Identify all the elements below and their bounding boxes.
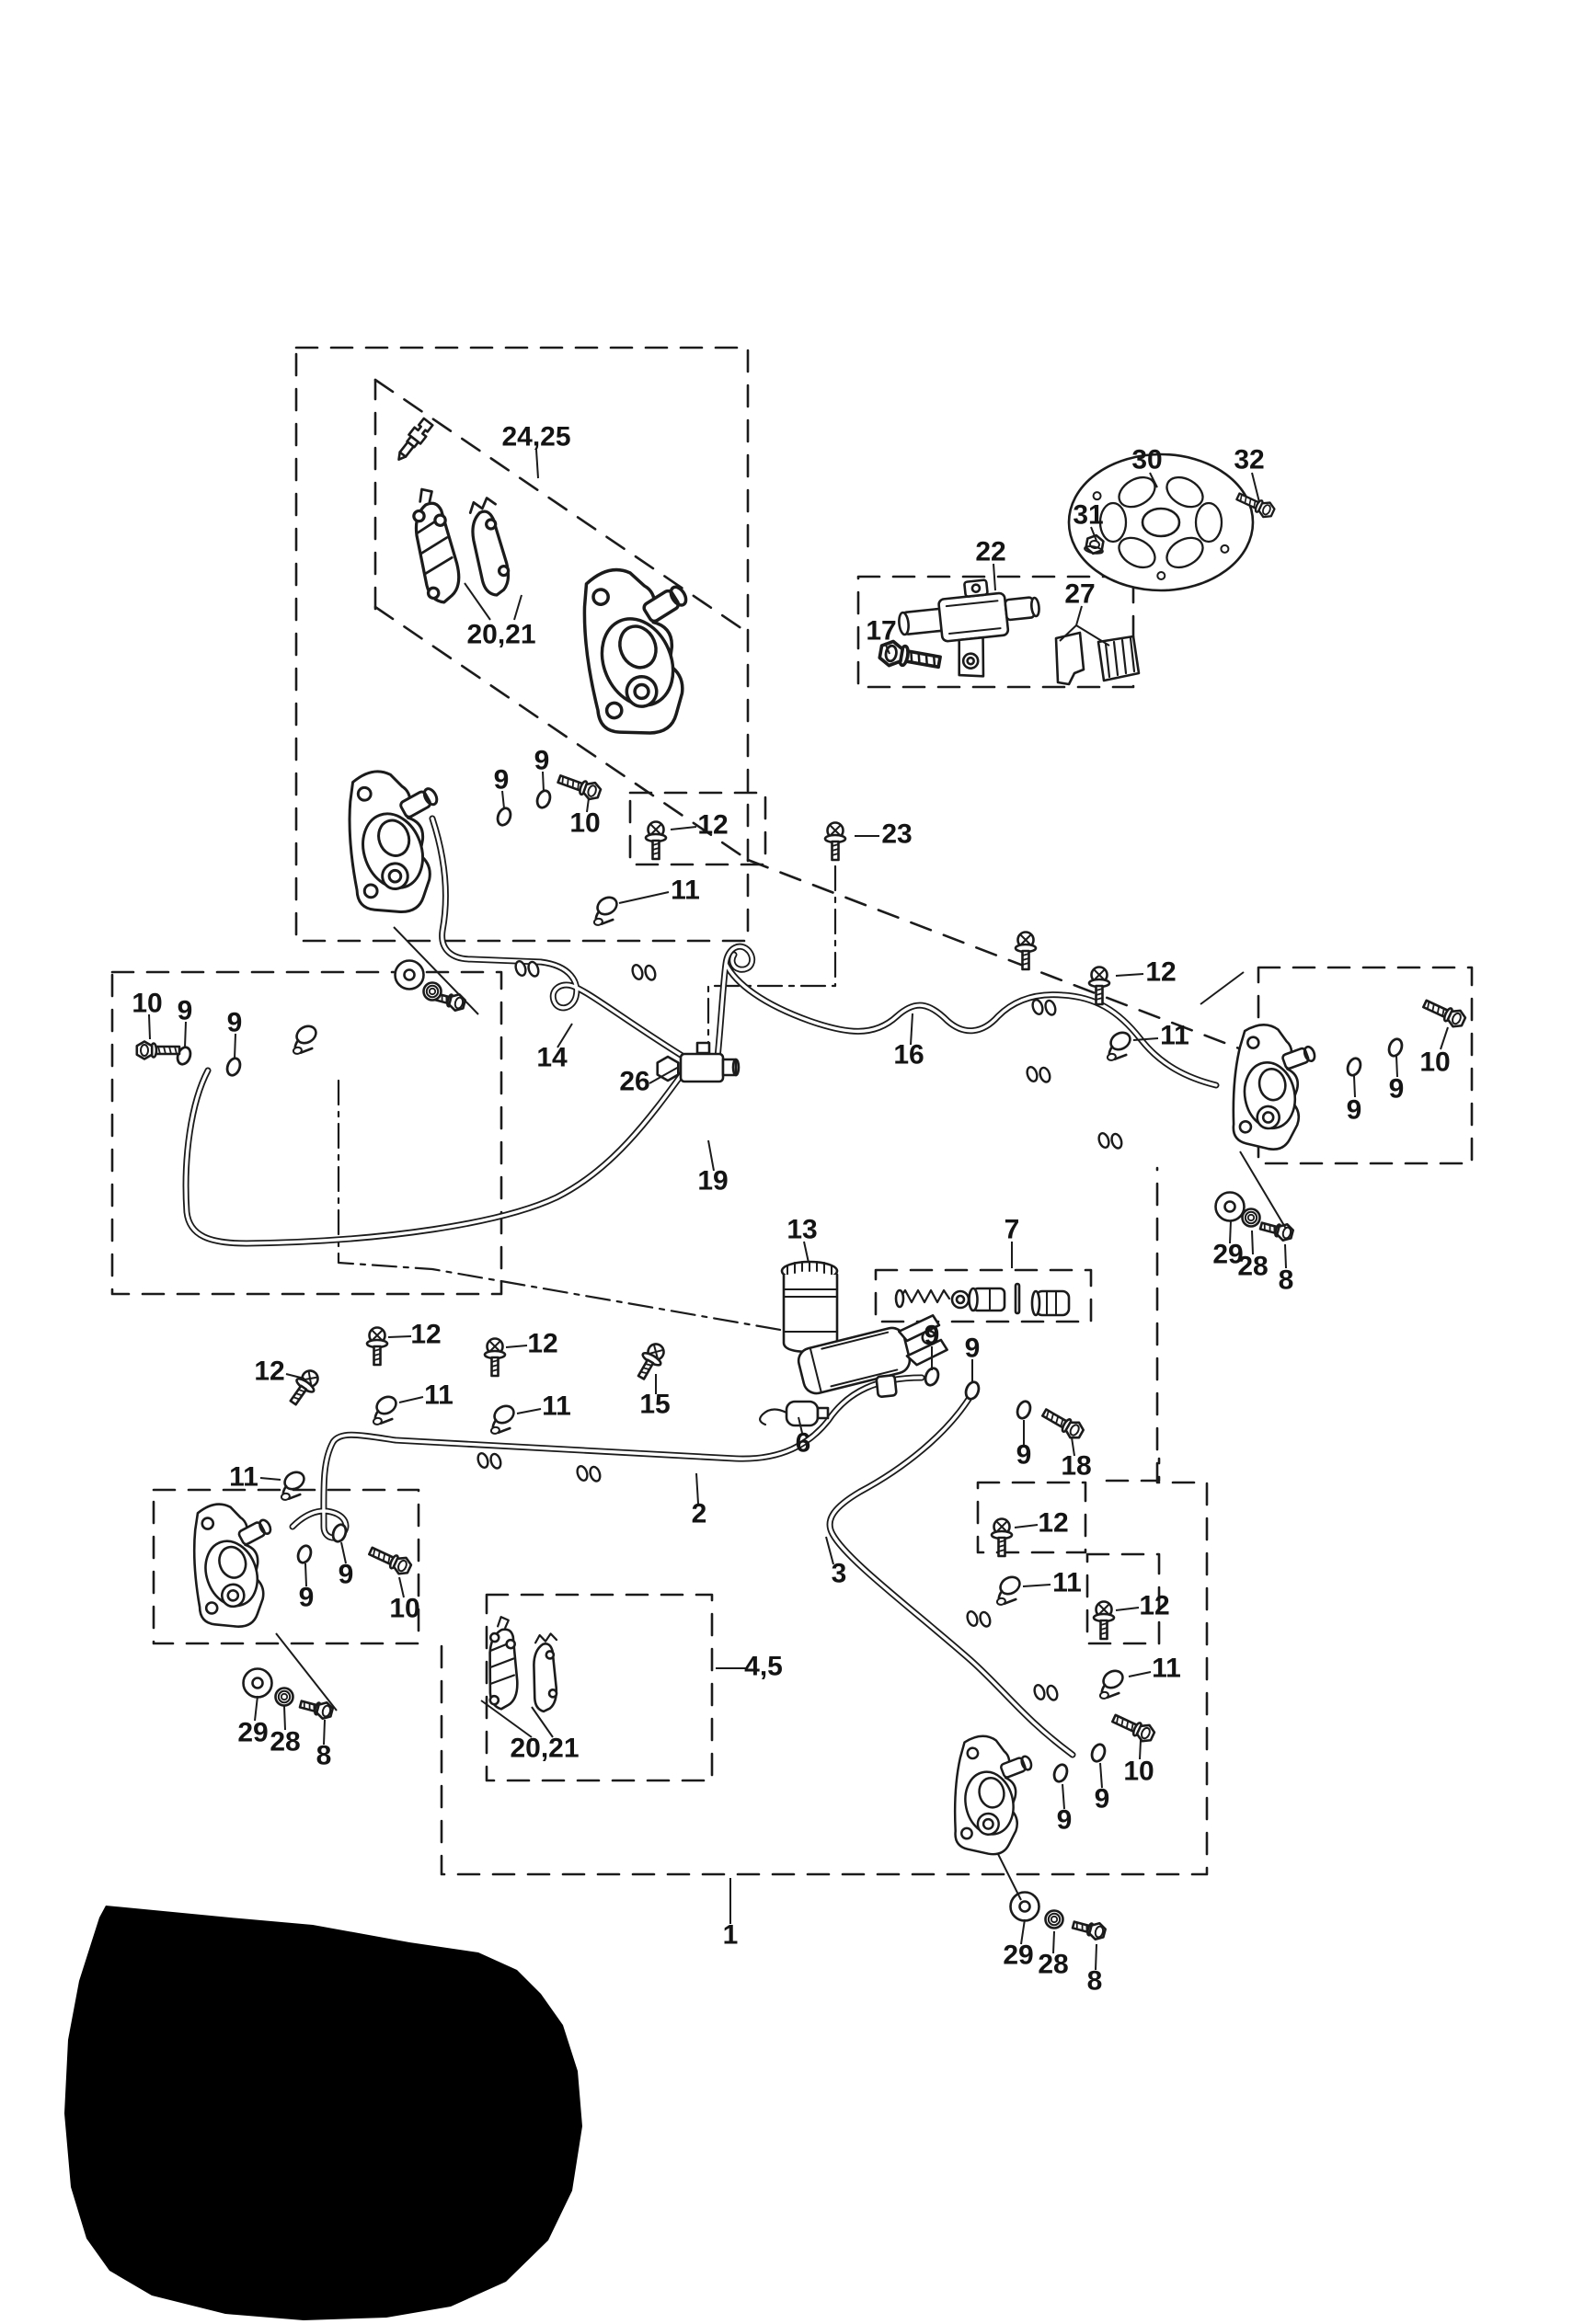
banjo-bolt-icon xyxy=(1421,996,1467,1030)
hose-grommet-icon xyxy=(966,1607,992,1631)
part-label: 29 xyxy=(1212,1239,1244,1270)
caliper-icon xyxy=(344,766,448,916)
part-label: 31 xyxy=(1073,499,1104,531)
flange-bolt-icon xyxy=(825,823,845,861)
part-label: 11 xyxy=(1052,1567,1082,1598)
flange-bolt-icon xyxy=(485,1339,505,1377)
flange-bolt-icon xyxy=(646,822,666,860)
lock-washer-icon xyxy=(1243,1209,1260,1227)
leader-line xyxy=(506,1345,527,1347)
hose-grommet-icon xyxy=(631,960,657,985)
part-label: 14 xyxy=(536,1042,568,1073)
part-label: 16 xyxy=(893,1039,924,1070)
dashed-box xyxy=(112,972,501,1294)
leader-line xyxy=(388,1336,411,1337)
part-label: 11 xyxy=(229,1461,258,1493)
banjo-bolt-icon xyxy=(1110,1711,1156,1745)
part-label: 9 xyxy=(1016,1439,1032,1471)
oring-icon xyxy=(331,1523,349,1543)
hose-grommet-icon xyxy=(477,1448,502,1473)
brake-pads-icon xyxy=(486,1614,560,1714)
part-label: 13 xyxy=(787,1214,818,1245)
part-label: 11 xyxy=(424,1380,454,1411)
dashed-line xyxy=(1107,1459,1159,1481)
oring-icon xyxy=(1387,1037,1405,1058)
part-label: 7 xyxy=(1004,1214,1020,1245)
part-label: 12 xyxy=(1145,956,1177,988)
dashed-box xyxy=(154,1490,419,1643)
part-label: 15 xyxy=(639,1389,671,1420)
oring-icon xyxy=(535,789,553,809)
leader-line xyxy=(998,1854,1021,1900)
flange-bolt-icon xyxy=(367,1328,387,1366)
part-label: 28 xyxy=(1237,1251,1269,1282)
oring-icon xyxy=(225,1057,243,1077)
part-label: 9 xyxy=(493,764,510,796)
flange-bolt-icon xyxy=(632,1340,668,1382)
hose-clamp-icon xyxy=(1102,1028,1135,1061)
part-label: 12 xyxy=(254,1356,285,1387)
caliper-icon xyxy=(190,1501,279,1630)
banjo-bolt-icon xyxy=(137,1042,179,1059)
part-label: 11 xyxy=(1160,1020,1189,1051)
part-label: 10 xyxy=(1123,1756,1154,1787)
part-label: 9 xyxy=(1056,1804,1073,1836)
part-label: 28 xyxy=(270,1726,301,1757)
part-label: 12 xyxy=(527,1328,558,1359)
part-label: 3 xyxy=(831,1558,847,1589)
brake-hose-outline xyxy=(718,946,1216,1085)
part-label: 4,5 xyxy=(744,1651,783,1682)
part-label: 29 xyxy=(1003,1940,1034,1971)
rear-pads-icon xyxy=(1056,633,1139,684)
part-label: 26 xyxy=(619,1066,650,1097)
brake-hoses-group xyxy=(186,819,1216,1755)
hose-grommet-icon xyxy=(1033,1680,1059,1705)
part-label: 11 xyxy=(1152,1653,1181,1684)
banjo-bolt-icon xyxy=(557,771,603,802)
mount-bolt-icon xyxy=(1072,1917,1107,1940)
part-label: 9 xyxy=(298,1582,315,1613)
leader-line xyxy=(260,1478,281,1480)
part-label: 6 xyxy=(795,1427,811,1459)
part-label: 28 xyxy=(1038,1949,1069,1980)
lock-washer-icon xyxy=(424,983,442,1001)
brake-hose-outline xyxy=(186,1070,685,1243)
part-label: 8 xyxy=(316,1740,332,1771)
lock-washer-icon xyxy=(1046,1911,1063,1929)
oring-icon xyxy=(1016,1400,1033,1420)
leader-line xyxy=(1116,1608,1139,1610)
part-label: 2 xyxy=(691,1498,707,1529)
part-label: 19 xyxy=(697,1165,729,1196)
hose-clamp-icon xyxy=(276,1468,309,1501)
oring-icon xyxy=(964,1380,982,1401)
flange-bolt-icon xyxy=(1094,1602,1114,1640)
hose-grommet-icon xyxy=(576,1461,602,1486)
part-label: 23 xyxy=(881,819,913,850)
hose-clamp-icon xyxy=(589,893,622,926)
brake-hose-outline xyxy=(432,819,688,1059)
leader-line xyxy=(1200,972,1244,1004)
part-label: 9 xyxy=(338,1559,354,1590)
leader-line xyxy=(993,564,995,590)
washer-icon xyxy=(1216,1193,1245,1221)
hose-grommet-icon xyxy=(1097,1128,1123,1153)
caliper-icon xyxy=(952,1734,1034,1856)
part-label: 32 xyxy=(1234,444,1265,475)
leader-line xyxy=(671,827,696,830)
leader-line xyxy=(1023,1585,1051,1586)
repair-kit-icon xyxy=(896,1284,1069,1315)
part-label: 8 xyxy=(1086,1965,1103,1997)
leader-line xyxy=(1441,1027,1448,1049)
part-label: 11 xyxy=(671,875,700,906)
censored-blob xyxy=(64,1906,582,2320)
leader-line xyxy=(517,1409,541,1414)
part-label: 9 xyxy=(1346,1094,1362,1126)
part-label: 10 xyxy=(132,988,163,1019)
part-label: 9 xyxy=(1388,1073,1405,1105)
banjo-bolt-icon xyxy=(367,1543,413,1577)
leader-line xyxy=(1116,974,1143,976)
oring-icon xyxy=(1052,1763,1070,1783)
part-label: 12 xyxy=(697,809,729,841)
washer-icon xyxy=(1011,1893,1039,1921)
hose-clamp-icon xyxy=(486,1402,519,1435)
part-label: 10 xyxy=(569,807,601,839)
leader-line xyxy=(514,595,522,620)
flange-bolt-icon xyxy=(992,1519,1012,1557)
part-label: 17 xyxy=(866,615,897,647)
hose-clamp-icon xyxy=(1095,1666,1128,1700)
part-label: 9 xyxy=(534,745,550,776)
part-label: 10 xyxy=(1419,1047,1451,1078)
brake-hose-core xyxy=(432,819,688,1059)
oring-icon xyxy=(1346,1057,1363,1077)
part-label: 9 xyxy=(964,1333,981,1364)
hose-clamp-icon xyxy=(368,1392,401,1425)
oring-icon xyxy=(496,807,513,827)
part-label: 12 xyxy=(1038,1507,1069,1539)
mount-bolt-icon xyxy=(1259,1218,1294,1242)
part-label: 11 xyxy=(542,1391,571,1422)
leader-line xyxy=(1015,1525,1038,1528)
brake-switch-icon xyxy=(760,1402,828,1425)
hose-clamp-icon xyxy=(288,1022,321,1055)
bleeder-valve-icon xyxy=(393,418,434,464)
part-label: 10 xyxy=(389,1593,420,1624)
major-parts-group xyxy=(190,418,1318,1856)
part-label: 29 xyxy=(237,1717,269,1748)
leader-line xyxy=(399,1397,423,1402)
dashed-box xyxy=(978,1483,1085,1552)
part-label: 12 xyxy=(1139,1590,1170,1621)
part-label: 20,21 xyxy=(466,619,536,650)
hose-clamp-icon xyxy=(992,1573,1025,1606)
part-label: 9 xyxy=(177,995,193,1026)
oring-icon xyxy=(296,1544,314,1564)
caliper-icon xyxy=(1230,1023,1318,1151)
part-label: 9 xyxy=(924,1320,940,1351)
banjo-bolt-icon xyxy=(1040,1405,1086,1442)
caliper-icon xyxy=(576,560,706,740)
leader-line xyxy=(1129,1672,1151,1677)
part-label: 18 xyxy=(1061,1450,1092,1482)
part-label: 22 xyxy=(975,536,1006,567)
part-label: 8 xyxy=(1278,1265,1294,1296)
washer-icon xyxy=(244,1669,272,1698)
part-label: 27 xyxy=(1064,578,1096,610)
part-label: 30 xyxy=(1131,444,1163,475)
brake-pads-icon xyxy=(404,473,517,611)
proportioning-valve-icon xyxy=(896,575,1046,684)
part-label: 24,25 xyxy=(501,421,571,452)
part-label: 12 xyxy=(410,1319,442,1350)
leader-line xyxy=(1252,473,1259,502)
leader-line xyxy=(536,450,538,478)
part-label: 20,21 xyxy=(510,1733,580,1764)
hose-grommet-icon xyxy=(1026,1062,1051,1087)
censored-region xyxy=(64,1906,582,2320)
washer-icon xyxy=(396,961,424,990)
lock-washer-icon xyxy=(276,1689,293,1706)
oring-icon xyxy=(1090,1743,1108,1763)
part-label: 1 xyxy=(722,1919,739,1951)
brake-hose-outline xyxy=(830,1393,1073,1755)
flange-bolt-icon xyxy=(285,1367,323,1409)
leader-line xyxy=(619,892,669,903)
part-label: 9 xyxy=(226,1007,243,1038)
part-label: 9 xyxy=(1094,1783,1110,1815)
